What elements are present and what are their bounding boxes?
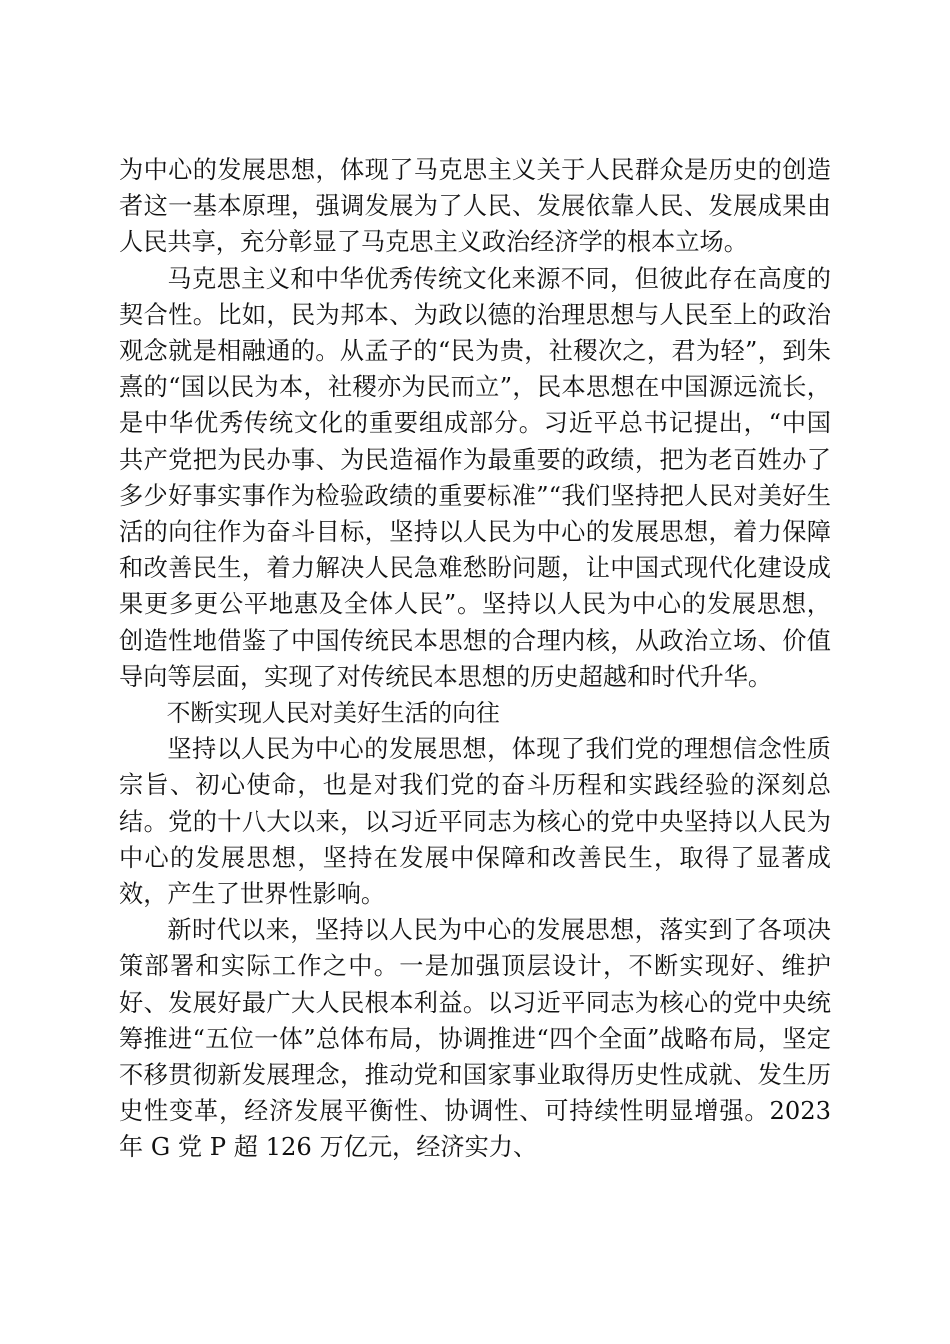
paragraph-body: 马克思主义和中华优秀传统文化来源不同，但彼此存在高度的契合性。比如，民为邦本、为政以德的治理思想与人民至上的政治观念就是相融通的。从孟子的“民为贵，社稷次之，君为轻”，到朱熹的“国以民为本，社稷亦为民而立”，民本思想在中国源远流长，是中华优秀传统文化的重要组成部分。习近平总书记提出，“中国共产党把为民办事、为民造福作为最重要的政绩，把为老百姓办了多少好事实事作为检验政绩的重要标准”“我们坚持把人民对美好生活的向往作为奋斗目标，坚持以人民为中心的发展思想，着力保障和改善民生，着力解决人民急难愁盼问题，让中国式现代化建设成果更多更公平地惠及全体人民”。坚持以人民为中心的发展思想，创造性地借鉴了中国传统民本思想的合理内核，从政治立场、价值导向等层面，实现了对传统民本思想的历史超越和时代升华。 xyxy=(119,264,831,691)
paragraph-body: 坚持以人民为中心的发展思想，体现了我们党的理想信念性质宗旨、初心使命，也是对我们党的奋斗历程和实践经验的深刻总结。党的十八大以来，以习近平同志为核心的党中央坚持以人民为中心的发展思想，坚持在发展中保障和改善民生，取得了显著成效，产生了世界性影响。 xyxy=(119,735,831,909)
paragraph-continuation: 为中心的发展思想，体现了马克思主义关于人民群众是历史的创造者这一基本原理，强调发展为了人民、发展依靠人民、发展成果由人民共享，充分彰显了马克思主义政治经济学的根本立场。 xyxy=(119,156,831,257)
section-heading: 不断实现人民对美好生活的向往 xyxy=(166,699,500,728)
document-page xyxy=(119,152,831,1166)
paragraph-body: 新时代以来，坚持以人民为中心的发展思想，落实到了各项决策部署和实际工作之中。一是加强顶层设计，不断实现好、维护好、发展好最广大人民根本利益。以习近平同志为核心的党中央统筹推进“五位一体”总体布局，协调推进“四个全面”战略布局，坚定不移贯彻新发展理念，推动党和国家事业取得历史性成就、发生历史性变革，经济发展平衡性、协调性、可持续性明显增强。2023 年 G 党 P 超 126 万亿元，经济实力、 xyxy=(119,916,831,1162)
